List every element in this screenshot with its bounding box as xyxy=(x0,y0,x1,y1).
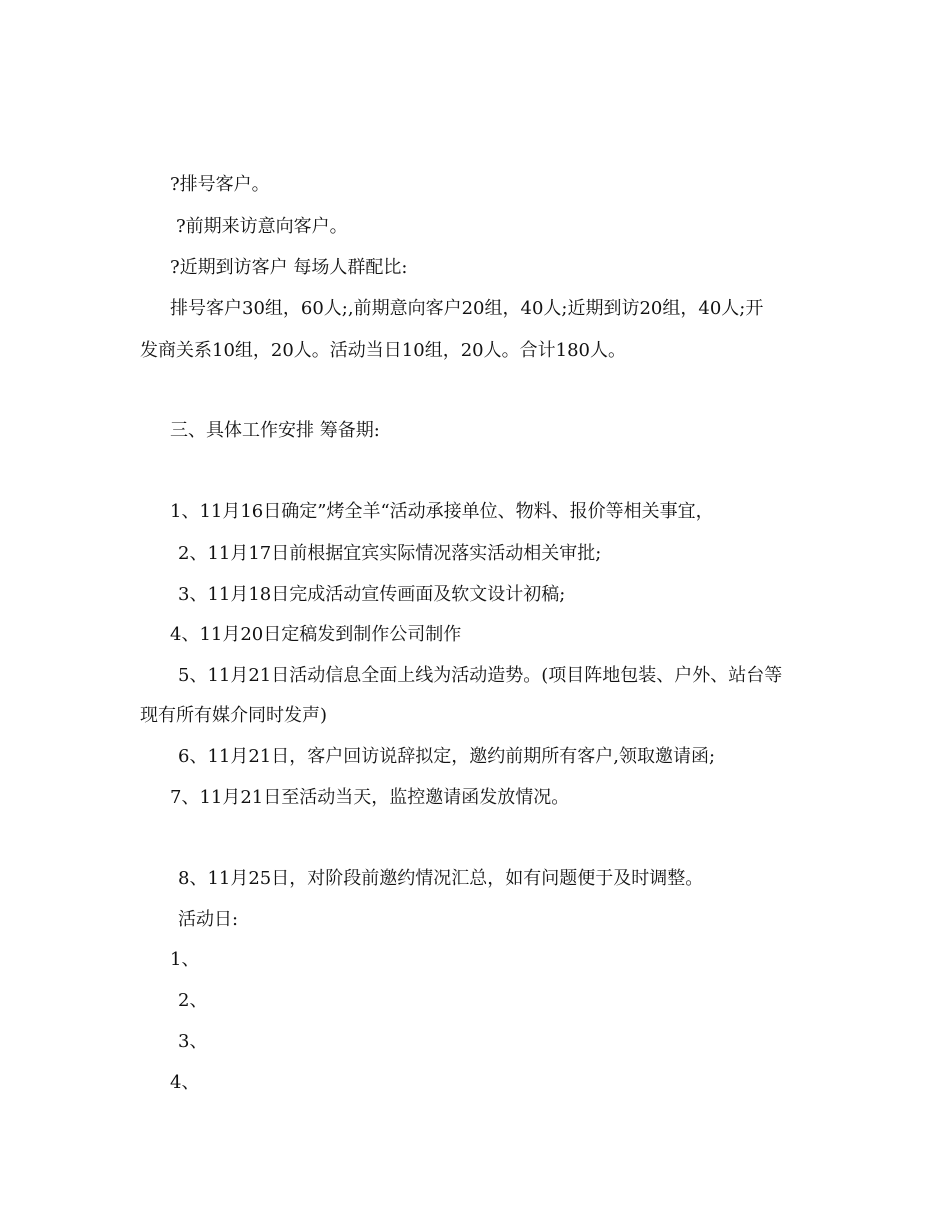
section-heading: 三、具体工作安排 筹备期: xyxy=(170,420,380,441)
text-line-10: 4、11月20日定稿发到制作公司制作 xyxy=(170,624,462,645)
text-line-5: 发商关系10组，20人。活动当日10组，20人。合计180人。 xyxy=(140,340,626,361)
list-item-1: 1、 xyxy=(170,949,200,970)
text-line-13: 6、11月21日，客户回访说辞拟定，邀约前期所有客户,领取邀请函; xyxy=(178,746,716,767)
subheading-activity-day: 活动日: xyxy=(178,909,239,930)
text-line-14: 7、11月21日至活动当天，监控邀请函发放情况。 xyxy=(170,787,570,808)
text-line-2: ?前期来访意向客户。 xyxy=(176,216,348,237)
text-line-7: 1、11月16日确定”烤全羊“活动承接单位、物料、报价等相关事宜， xyxy=(170,501,714,522)
text-line-15: 8、11月25日，对阶段前邀约情况汇总，如有问题便于及时调整。 xyxy=(178,868,704,889)
text-line-11: 5、11月21日活动信息全面上线为活动造势。(项目阵地包装、户外、站台等 xyxy=(178,665,783,686)
text-line-12: 现有所有媒介同时发声) xyxy=(140,705,328,726)
text-line-3: ?近期到访客户 每场人群配比: xyxy=(170,257,408,278)
text-line-1: ?排号客户。 xyxy=(170,174,270,195)
text-line-9: 3、11月18日完成活动宣传画面及软文设计初稿; xyxy=(178,584,566,605)
list-item-2: 2、 xyxy=(178,990,208,1011)
list-item-3: 3、 xyxy=(178,1031,208,1052)
text-line-8: 2、11月17日前根据宜宾实际情况落实活动相关审批; xyxy=(178,543,602,564)
list-item-4: 4、 xyxy=(170,1072,200,1093)
text-line-4: 排号客户30组，60人;,前期意向客户20组，40人;近期到访20组，40人;开 xyxy=(170,298,764,319)
